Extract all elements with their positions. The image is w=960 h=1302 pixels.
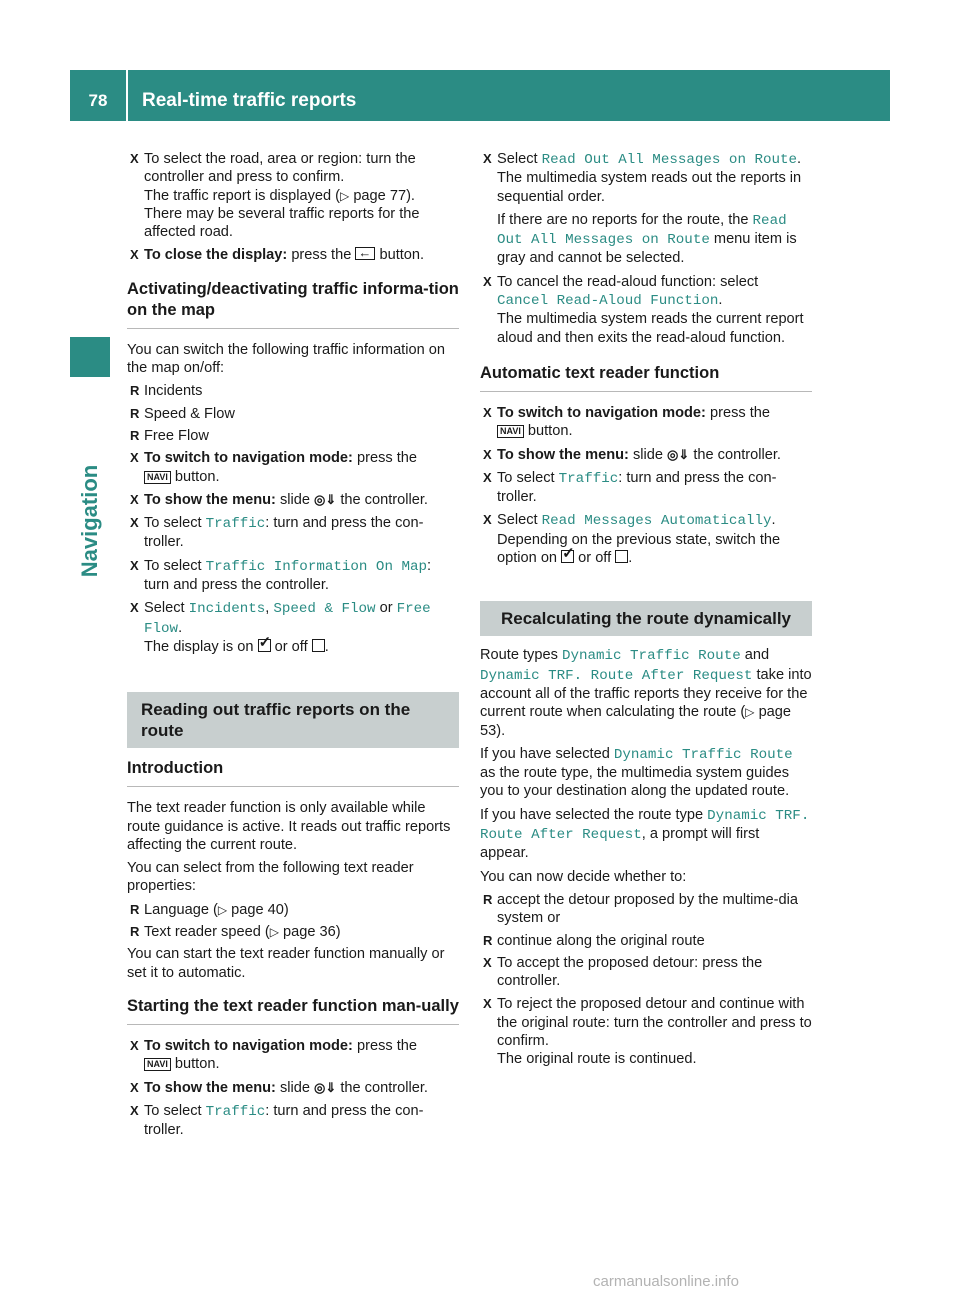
- text-span: : turn and press the controller.: [144, 557, 432, 594]
- paragraph-manual-auto: You can start the text reader function manually or set it to automatic.: [127, 946, 445, 981]
- text-span: .: [771, 512, 776, 529]
- step-select-layer: [127, 599, 459, 656]
- text-span: Select: [144, 600, 189, 617]
- step-marker: R: [130, 901, 140, 917]
- step-read-auto: [480, 511, 812, 567]
- navi-button-icon: NAVI: [144, 471, 171, 484]
- text-span: continue along the original route: [497, 932, 705, 949]
- text-span: If there are no reports for the route, the: [497, 211, 753, 228]
- ref-arrow-icon: ▷: [217, 902, 228, 917]
- step-marker: R: [483, 891, 493, 907]
- sidebar-label: [70, 411, 110, 631]
- text-span: the controller.: [336, 491, 428, 508]
- ref-arrow-icon: ▷: [745, 705, 755, 720]
- text-span: .: [324, 638, 329, 655]
- text-span: : turn and press the con-troller.: [144, 515, 424, 551]
- menu-item-read-auto: Read Messages Automatically: [541, 513, 772, 530]
- text-span: .: [178, 619, 183, 636]
- step-select-tio: [127, 557, 459, 595]
- list-item: [127, 923, 459, 941]
- text-span: Text reader speed (: [144, 924, 270, 941]
- checkbox-on-icon: [561, 550, 574, 563]
- step-marker: X: [130, 491, 139, 507]
- step-marker: X: [130, 1102, 139, 1118]
- checkbox-on-icon: [258, 639, 271, 652]
- paragraph-selected-dtrf: [480, 806, 812, 863]
- menu-item-traffic-info-on-map: Traffic Information On Map: [205, 558, 428, 575]
- paragraph-switch: You can switch the following traffic information on the map on/off:: [127, 341, 445, 377]
- text-span: .: [628, 550, 633, 567]
- text-span: If you have selected: [480, 745, 614, 762]
- watermark: carmanualsonline.info: [593, 1273, 739, 1290]
- text-span: button.: [170, 1056, 220, 1073]
- text-span: The original route is continued.: [497, 1051, 697, 1068]
- step-select-traffic: [127, 514, 459, 552]
- text-span: button.: [375, 247, 425, 264]
- step-marker: R: [130, 405, 140, 421]
- step-cancel: [480, 273, 812, 347]
- menu-item-name: Dynamic Traffic Route: [613, 746, 793, 763]
- sidebar: [70, 121, 110, 1222]
- text-span: Select: [497, 151, 542, 167]
- menu-item-name: Free Flow: [144, 601, 431, 637]
- paragraph-properties: You can select from the following text reader properties:: [127, 860, 414, 895]
- step-marker: X: [483, 273, 492, 289]
- page-title: Real-time traffic reports: [142, 90, 357, 111]
- step-marker: R: [130, 427, 140, 443]
- checkbox-off-icon: [615, 550, 628, 563]
- step-accept: [480, 954, 812, 991]
- step-nav-mode: [127, 449, 459, 486]
- menu-item-traffic: Traffic: [205, 516, 266, 533]
- text-span: To select: [144, 557, 206, 574]
- text-span: The multimedia system reads out the reports in sequential order.: [497, 170, 802, 205]
- section-heading-recalculating: Recalculating the route dynamically: [480, 601, 812, 636]
- text-span: Navigation: [77, 464, 102, 578]
- text-span: page 77).: [349, 187, 415, 204]
- step-marker: R: [130, 924, 140, 940]
- left-column: [127, 150, 459, 1144]
- text-span: press the: [352, 450, 418, 467]
- text-span: or: [375, 600, 397, 617]
- menu-item-name: Incidents: [188, 601, 266, 618]
- text-span: press the: [705, 404, 771, 421]
- text-span: ,: [265, 600, 274, 617]
- text-span: The multimedia system reads the current report aloud and then exits the read-aloud function.: [497, 311, 804, 346]
- section-heading-reading: Reading out traffic reports on the route: [127, 692, 459, 748]
- text-span: slide: [628, 446, 668, 463]
- step-marker: X: [483, 446, 492, 462]
- text-span: Route types: [480, 647, 562, 664]
- list-item: [127, 382, 459, 400]
- text-span: slide: [275, 1079, 315, 1096]
- step-select-traffic: [480, 469, 812, 507]
- step-marker: X: [483, 954, 492, 970]
- text-span: page 36): [278, 924, 341, 941]
- text-span: button.: [170, 468, 220, 485]
- step-marker: X: [483, 512, 492, 528]
- step-select-traffic: [127, 1102, 459, 1140]
- page-header: [70, 70, 890, 121]
- checkbox-off-icon: [312, 639, 325, 652]
- bold-label: To show the menu:: [144, 491, 276, 508]
- paragraph-decide: You can now decide whether to:: [480, 868, 687, 885]
- step-marker: X: [130, 557, 139, 573]
- ref-arrow-icon: ▷: [340, 188, 350, 203]
- step-marker: X: [483, 151, 492, 166]
- text-span: the controller.: [336, 1079, 428, 1096]
- ref-arrow-icon: ▷: [269, 925, 279, 940]
- step-marker: X: [483, 404, 492, 420]
- text-span: as the route type, the multimedia system guides you to your destination along the updated route.: [480, 765, 790, 800]
- bold-label: To switch to navigation mode:: [497, 404, 706, 421]
- paragraph-selected-dtr: [480, 745, 812, 801]
- menu-item-name: Dynamic TRF. Route After Request: [480, 807, 810, 844]
- step-select-road: [127, 150, 459, 241]
- menu-item-name: Traffic: [205, 1103, 266, 1120]
- heading-introduction: Introduction: [127, 758, 459, 787]
- text-span: take into account all of the traffic reports they receive for the current route when calculating the route (: [480, 666, 812, 721]
- text-span: : turn and press the con-troller.: [144, 1102, 424, 1139]
- step-marker: X: [130, 515, 139, 531]
- bold-label: To show the menu:: [497, 446, 629, 463]
- bold-label: To switch to navigation mode:: [144, 450, 353, 467]
- text-span: : turn and press the con-troller.: [497, 469, 777, 506]
- text-span: Language (: [144, 901, 218, 918]
- text-span: .: [797, 151, 802, 167]
- text-span: or off: [574, 550, 616, 567]
- step-marker: X: [130, 450, 139, 466]
- heading-automatic: Automatic text reader function: [480, 363, 812, 392]
- text-span: page 40): [227, 901, 289, 918]
- step-show-menu: [480, 446, 812, 464]
- controller-slide-icon: ◎⇓: [314, 1079, 337, 1095]
- bold-label: To switch to navigation mode:: [144, 1037, 353, 1054]
- step-marker: R: [130, 383, 140, 399]
- step-nav-mode: [127, 1037, 459, 1074]
- text-span: There may be several traffic reports for the affected road.: [144, 205, 420, 241]
- step-marker: X: [130, 600, 139, 616]
- text-span: page 53).: [480, 704, 792, 739]
- text-span: To select: [497, 469, 559, 486]
- step-marker: X: [130, 247, 139, 263]
- paragraph-intro: The text reader function is only available while route guidance is active. It reads out traffic reports affecting the current route.: [127, 800, 451, 853]
- step-marker: X: [130, 151, 139, 166]
- navi-button-icon: NAVI: [497, 425, 524, 438]
- menu-item-name: Read Out All Messages on Route: [497, 212, 787, 249]
- step-marker: X: [483, 469, 492, 485]
- text-span: press the: [287, 247, 356, 264]
- sidebar-marker: [70, 337, 110, 377]
- navi-button-icon: NAVI: [144, 1058, 171, 1071]
- step-show-menu: [127, 491, 459, 509]
- text-span: To accept the proposed detour: press the controller.: [497, 954, 763, 990]
- text-span: If you have selected the route type: [480, 806, 708, 823]
- text-span: button.: [523, 423, 573, 440]
- paragraph-no-reports: [480, 211, 812, 268]
- text-span: Speed & Flow: [144, 405, 235, 422]
- page-number: 78: [88, 91, 108, 110]
- right-column: [480, 150, 812, 1074]
- text-span: To reject the proposed detour and continue with the original route: turn the controller and press to confirm.: [497, 996, 812, 1049]
- step-marker: X: [130, 1079, 139, 1095]
- text-span: Incidents: [144, 383, 203, 400]
- text-span: , a prompt will first appear.: [480, 826, 760, 862]
- controller-slide-icon: ◎⇓: [667, 446, 690, 462]
- step-marker: X: [483, 996, 492, 1012]
- text-span: To cancel the read-aloud function: select: [497, 273, 759, 290]
- text-span: menu item is gray and cannot be selected.: [497, 231, 797, 267]
- text-span: and: [740, 647, 770, 664]
- header-divider: [126, 70, 128, 121]
- back-button-icon: [355, 247, 375, 260]
- step-marker: R: [483, 932, 493, 948]
- heading-starting-manual: Starting the text reader function man-ually: [127, 996, 459, 1025]
- menu-item-read-all: Read Out All Messages on Route: [541, 152, 798, 168]
- text-span: Depending on the previous state, switch the option on: [497, 531, 781, 567]
- step-nav-mode: [480, 404, 812, 441]
- step-marker: X: [130, 1037, 139, 1053]
- menu-item-name: Dynamic TRF. Route After Request: [480, 667, 753, 684]
- heading-activating: Activating/deactivating traffic informa-tion on the map: [127, 279, 459, 329]
- menu-item-name: Traffic: [558, 470, 619, 487]
- list-item: [127, 427, 459, 445]
- list-item: [127, 901, 459, 919]
- text-span: or off: [270, 638, 312, 655]
- step-reject: [480, 995, 812, 1068]
- text-span: .: [718, 292, 723, 309]
- bold-label: To close the display:: [144, 247, 288, 264]
- text-span: The traffic report is displayed (: [144, 187, 341, 204]
- text-span: To select the road, area or region: turn the controller and press to confirm.: [144, 151, 416, 186]
- step-show-menu: [127, 1079, 459, 1097]
- text-span: Free Flow: [144, 427, 209, 444]
- text-span: The display is on: [144, 638, 258, 655]
- text-span: slide: [275, 491, 315, 508]
- menu-item-name: Speed & Flow: [273, 601, 376, 618]
- controller-slide-icon: ◎⇓: [314, 491, 337, 507]
- list-item: [480, 891, 812, 928]
- menu-item-cancel-read-aloud: Cancel Read-Aloud Function: [497, 293, 719, 310]
- bold-label: To show the menu:: [144, 1079, 276, 1096]
- text-span: press the: [352, 1037, 418, 1054]
- step-read-all: [480, 150, 812, 206]
- text-span: To select: [144, 1102, 206, 1119]
- menu-item-name: Dynamic Traffic Route: [561, 648, 741, 665]
- list-item: [127, 405, 459, 423]
- text-span: Select: [497, 512, 542, 529]
- text-span: the controller.: [689, 446, 781, 463]
- text-span: To select: [144, 515, 206, 532]
- step-close-display: [127, 246, 459, 264]
- paragraph-route-types: [480, 646, 812, 739]
- text-span: accept the detour proposed by the multime-dia system or: [497, 891, 798, 927]
- list-item: [480, 932, 812, 950]
